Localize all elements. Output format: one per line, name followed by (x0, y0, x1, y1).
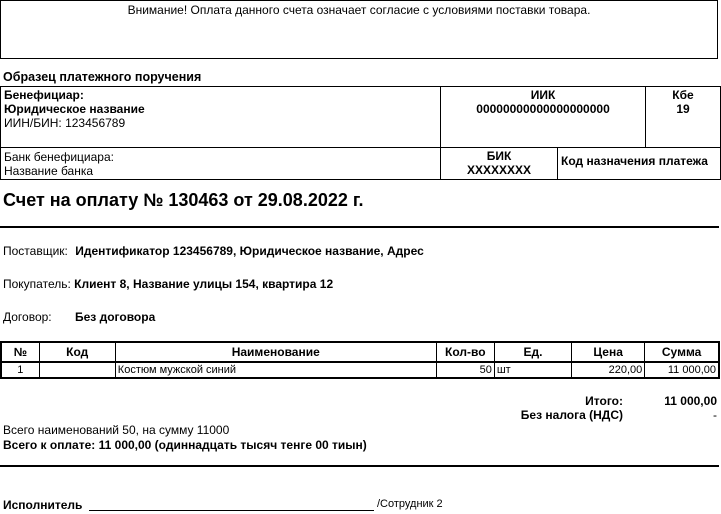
item-qty: 50 (436, 362, 494, 378)
col-price-header: Цена (572, 342, 645, 362)
item-sum: 11 000,00 (645, 362, 719, 378)
contract-value: Без договора (75, 310, 156, 324)
supplier-row (3, 244, 424, 258)
items-header-row (1, 342, 719, 362)
iik-cell (441, 87, 646, 148)
supplier-label: Поставщик: (3, 244, 68, 258)
beneficiary-name: Юридическое название (4, 102, 145, 116)
beneficiary-label: Бенефициар: (4, 88, 84, 102)
to-pay-label: Всего к оплате: (3, 438, 96, 452)
items-table (0, 341, 720, 379)
col-name-header: Наименование (115, 342, 436, 362)
col-sum-header: Сумма (645, 342, 719, 362)
contract-label: Договор: (3, 310, 52, 324)
item-code (39, 362, 115, 378)
bank-name: Название банка (4, 164, 94, 178)
supplier-value: Идентификатор 123456789, Юридическое название, Адрес (75, 244, 424, 258)
invoice-title: Счет на оплату № 130463 от 29.08.2022 г. (3, 190, 364, 210)
items-summary: Всего наименований 50, на сумму 11000 (3, 423, 230, 437)
bank-label: Банк бенефициара: (4, 150, 114, 164)
item-num: 1 (1, 362, 39, 378)
to-pay-row (3, 438, 367, 452)
kbe-cell (646, 87, 721, 148)
table-row (1, 362, 719, 378)
total-label: Итого: (585, 394, 623, 408)
buyer-value: Клиент 8, Название улицы 154, квартира 12 (74, 277, 334, 291)
kbe-value: 19 (676, 102, 690, 116)
vat-label: Без налога (НДС) (520, 408, 623, 422)
item-unit: шт (494, 362, 571, 378)
iik-value: 00000000000000000000 (476, 102, 610, 116)
executor-name: /Сотрудник 2 (377, 498, 443, 510)
item-name: Костюм мужской синий (115, 362, 436, 378)
bank-cell (1, 148, 441, 180)
item-price: 220,00 (572, 362, 645, 378)
beneficiary-iin: ИИН/БИН: 123456789 (4, 116, 126, 130)
col-code-header: Код (39, 342, 115, 362)
signature-line (89, 510, 374, 511)
payment-order-table (0, 86, 721, 180)
kbe-label: Кбе (672, 88, 694, 102)
payment-notice: Внимание! Оплата данного счета означает согласие с условиями поставки товара. (0, 0, 718, 59)
buyer-label: Покупатель: (3, 277, 71, 291)
vat-value: - (713, 408, 717, 422)
payment-code-cell: Код назначения платежа (558, 148, 721, 180)
buyer-row (3, 277, 333, 291)
bik-label: БИК (486, 149, 512, 163)
executor-label: Исполнитель (3, 498, 83, 512)
divider-bottom (0, 465, 719, 467)
payment-order-title: Образец платежного поручения (3, 70, 202, 84)
bik-value: XXXXXXXX (466, 163, 532, 177)
col-unit-header: Ед. (494, 342, 571, 362)
divider-top (0, 226, 719, 228)
to-pay-value: 11 000,00 (одиннадцать тысяч тенге 00 тиын) (98, 438, 367, 452)
iik-label: ИИК (530, 88, 556, 102)
bik-cell (441, 148, 558, 180)
col-qty-header: Кол-во (436, 342, 494, 362)
col-num-header: № (1, 342, 39, 362)
beneficiary-cell (1, 87, 441, 148)
total-value: 11 000,00 (664, 394, 717, 408)
